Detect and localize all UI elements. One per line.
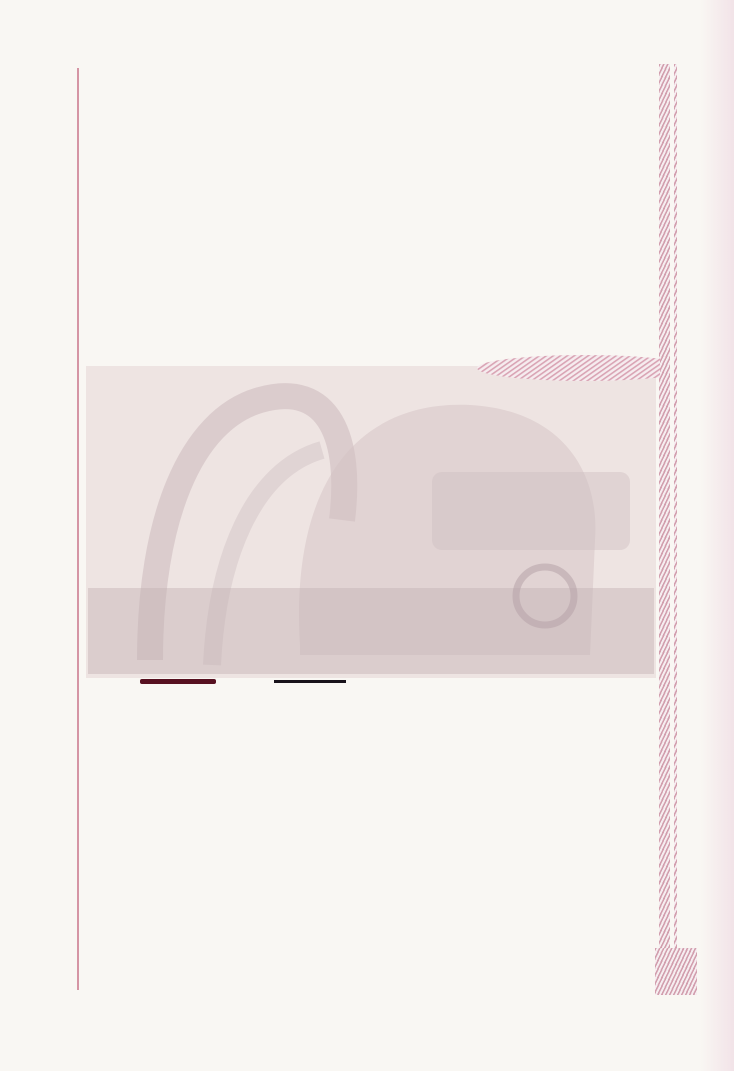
left-margin-rule	[77, 68, 79, 990]
page-number-box	[655, 948, 697, 995]
plan-line-swatch	[140, 679, 216, 684]
right-stripe-band-wide	[659, 64, 670, 949]
right-stripe-band-thin	[674, 64, 677, 949]
page-edge-tint	[700, 0, 734, 1071]
chart-background-photo	[86, 355, 660, 678]
fact-line-swatch	[274, 680, 346, 683]
production-chart	[80, 355, 660, 685]
chart-canvas	[80, 355, 660, 685]
chart-legend	[140, 679, 362, 684]
